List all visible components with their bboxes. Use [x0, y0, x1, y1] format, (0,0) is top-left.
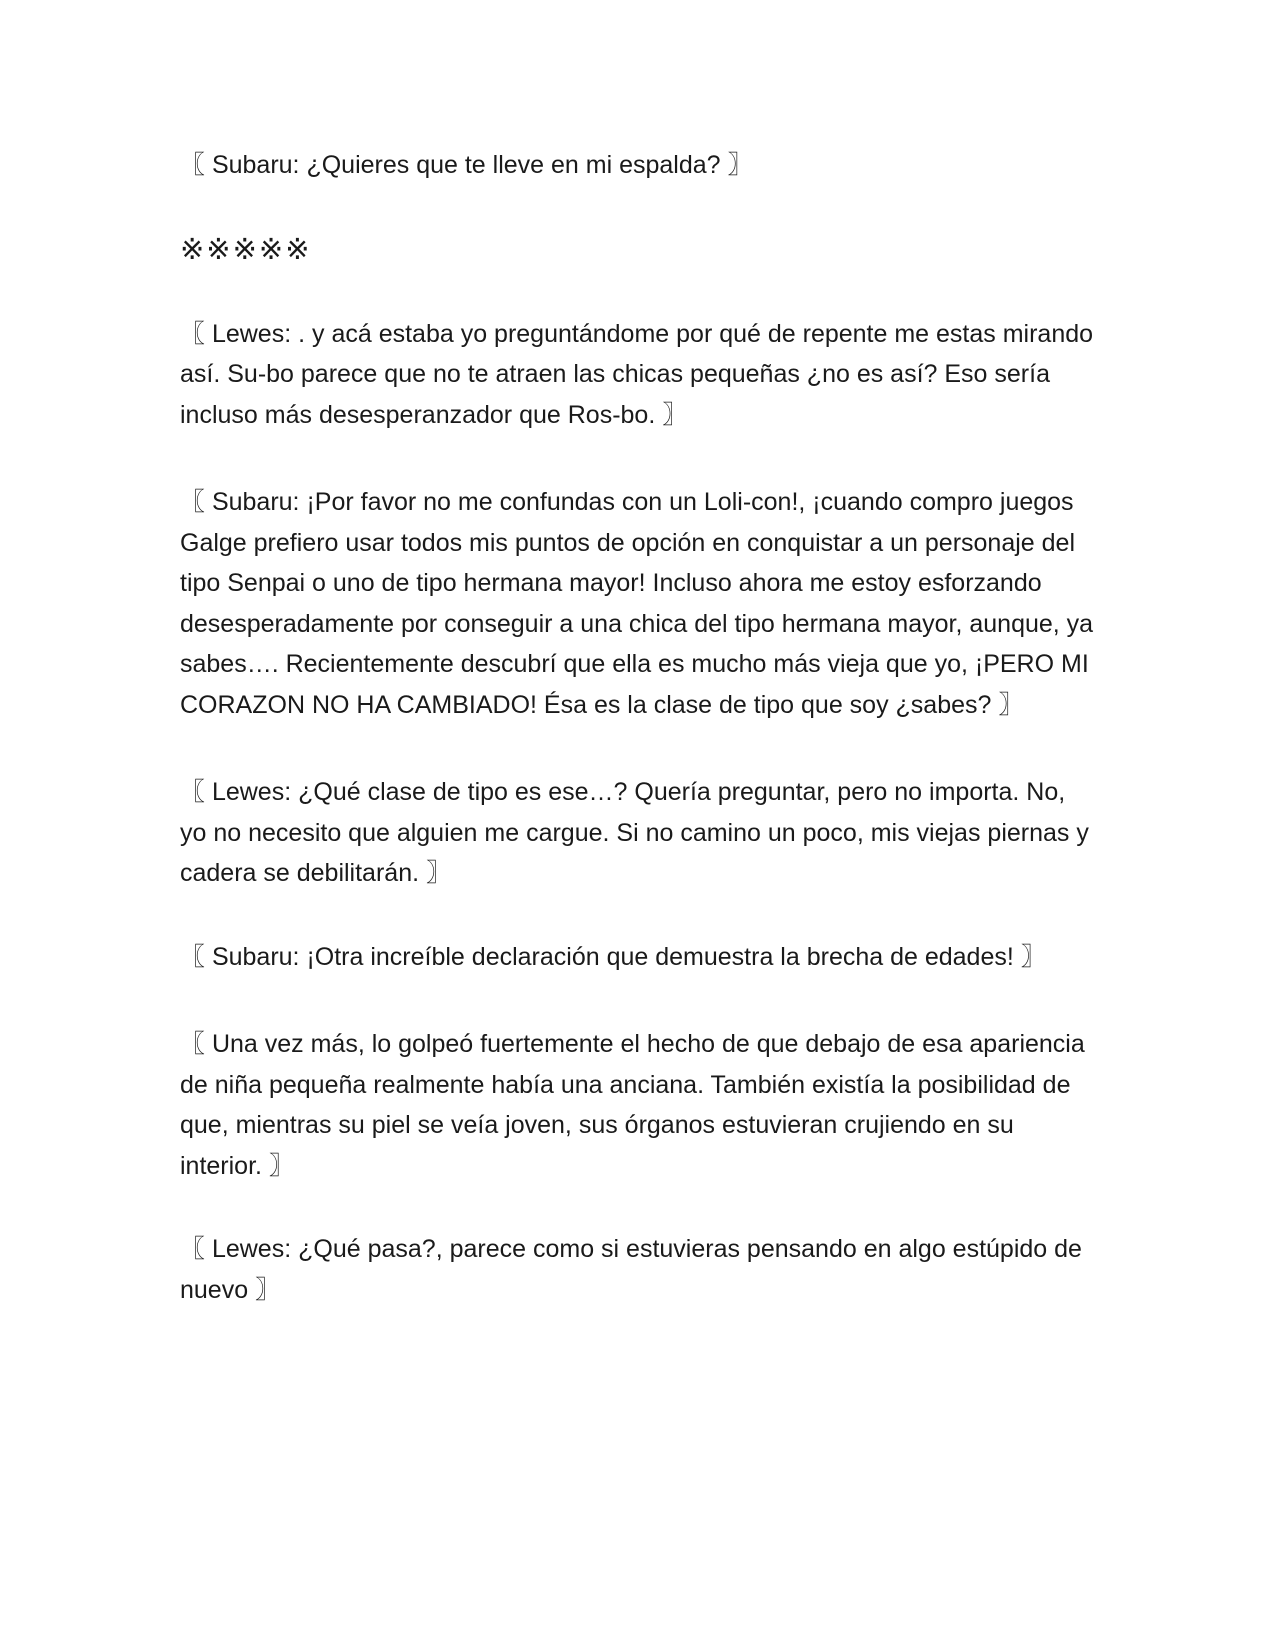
scene-separator: ※※※※※	[180, 233, 312, 266]
document-body	[180, 145, 1101, 1310]
dialogue-lewes-1: 〖 Lewes: . y acá estaba yo preguntándome por qué de repente me estas mirando así. Su-bo parece que no te atraen las chicas pequeñas ¿no es así? Eso sería incluso más desesperanzador que Ros-bo. 〗	[180, 319, 1101, 429]
dialogue-subaru-3: 〖 Subaru: ¡Otra increíble declaración que demuestra la brecha de edades! 〗	[180, 942, 1046, 971]
dialogue-lewes-3: 〖 Lewes: ¿Qué pasa?, parece como si estuvieras pensando en algo estúpido de nuevo 〗	[180, 1235, 1089, 1304]
dialogue-lewes-2: 〖 Lewes: ¿Qué clase de tipo es ese…? Quería preguntar, pero no importa. No, yo no necesito que alguien me cargue. Si no camino un poco, mis viejas piernas y cadera se debilitarán. 〗	[180, 778, 1096, 887]
dialogue-subaru-1: 〖 Subaru: ¿Quieres que te lleve en mi espalda? 〗	[180, 151, 753, 179]
dialogue-subaru-2: 〖 Subaru: ¡Por favor no me confundas con un Loli-con!, ¡cuando compro juegos Galge prefiero usar todos mis puntos de opción en conquistar a un personaje del tipo Senpai o uno de tipo hermana mayor! Incluso ahora me estoy esforzando desesperadamente por conseguir a una chica del tipo hermana mayor, aunque, ya sabes…. Recientemente descubrí que ella es mucho más vieja que yo, ¡PERO MI CORAZON NO HA CAMBIADO! Ésa es la clase de tipo que soy ¿sabes? 〗	[180, 488, 1101, 719]
narration-paragraph: 〖 Una vez más, lo golpeó fuertemente el hecho de que debajo de esa apariencia de niña pequeña realmente había una anciana. También existía la posibilidad de que, mientras su piel se veía joven, sus órganos estuvieran crujiendo en su interior. 〗	[180, 1030, 1092, 1180]
